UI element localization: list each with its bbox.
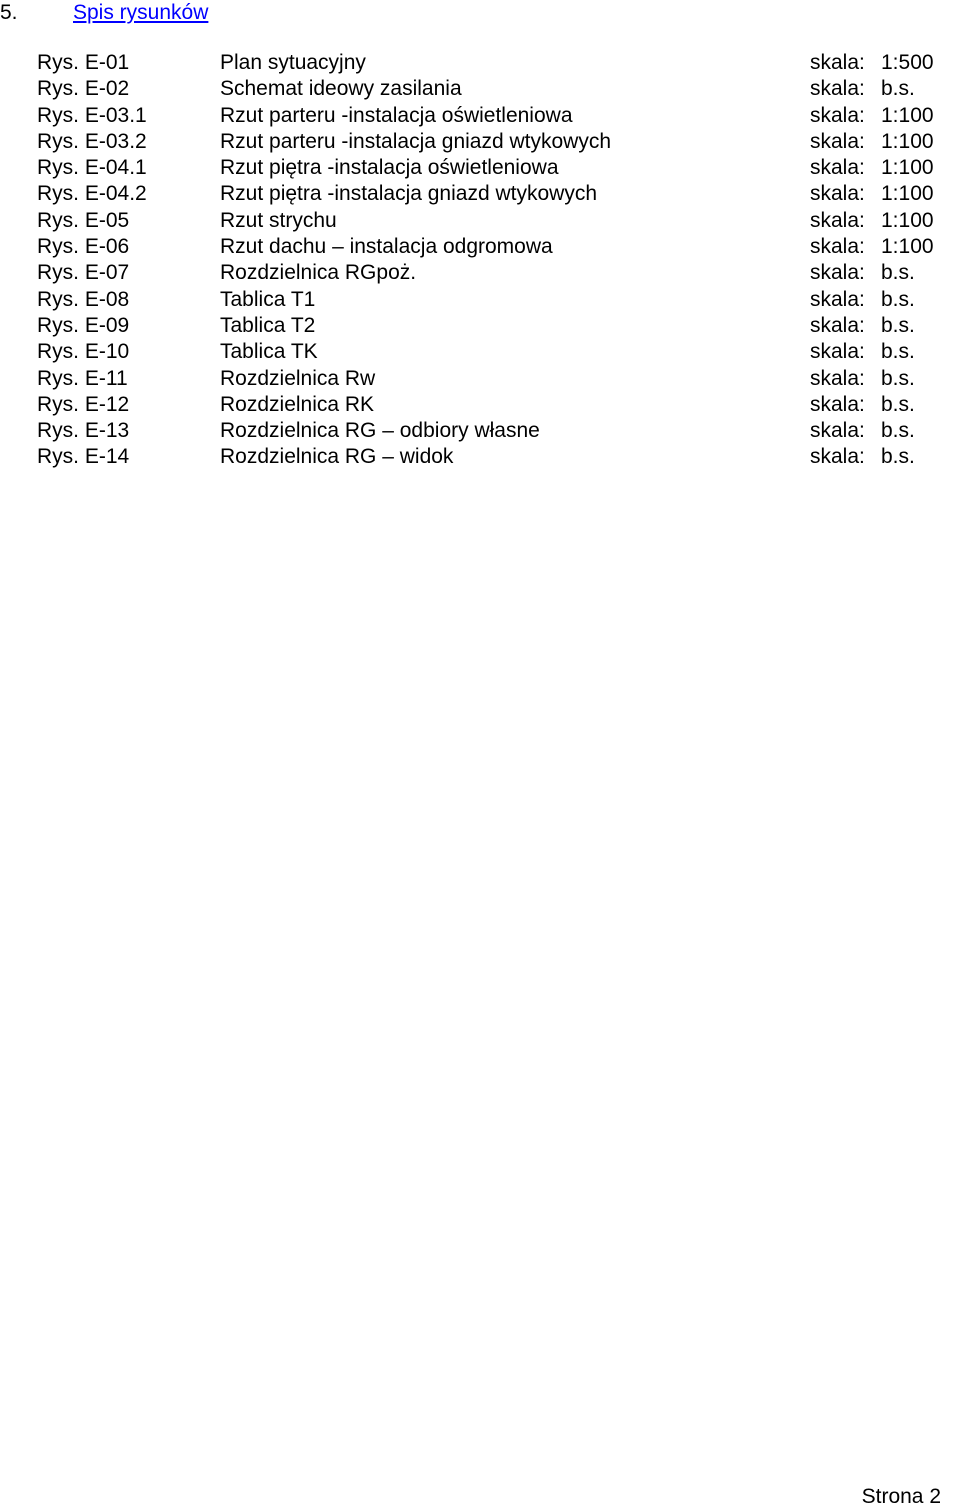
drawing-scale-value: 1:100 [881,156,934,180]
drawing-scale-value: 1:100 [881,103,934,127]
section-title-link[interactable]: Spis rysunków [73,1,209,24]
drawing-ref: Rys. E-03.1 [37,103,147,127]
drawing-scale-label: skala: [810,313,865,337]
drawing-description: Rozdzielnica RG – widok [220,445,454,469]
drawing-description: Rzut piętra -instalacja oświetleniowa [220,156,559,180]
drawing-row [0,208,960,234]
drawing-scale-label: skala: [810,340,865,364]
drawing-ref: Rys. E-09 [37,313,130,337]
drawing-description: Rzut parteru -instalacja oświetleniowa [220,103,573,127]
drawing-description: Plan sytuacyjny [220,51,366,74]
drawing-scale-value: 1:500 [881,51,934,74]
drawing-description: Rzut strychu [220,208,337,232]
drawing-ref: Rys. E-04.1 [37,156,147,180]
drawing-ref: Rys. E-04.2 [37,182,147,206]
drawing-ref: Rys. E-01 [37,51,130,74]
drawing-row [0,418,960,444]
drawing-ref: Rys. E-07 [37,261,130,285]
drawing-row [0,444,960,470]
drawing-description: Tablica T2 [220,313,316,337]
drawing-ref: Rys. E-02 [37,77,130,101]
drawing-row [0,392,960,418]
drawing-ref: Rys. E-10 [37,340,130,364]
drawing-scale-label: skala: [810,235,865,259]
drawing-scale-label: skala: [810,156,865,180]
drawing-scale-value: 1:100 [881,208,934,232]
drawing-ref: Rys. E-11 [37,366,128,390]
drawing-row [0,129,960,155]
drawing-ref: Rys. E-06 [37,235,130,259]
drawing-scale-label: skala: [810,261,865,285]
drawing-ref: Rys. E-14 [37,445,130,469]
drawing-scale-value: b.s. [881,287,915,311]
drawing-scale-label: skala: [810,51,865,74]
drawing-row [0,50,960,76]
drawing-scale-label: skala: [810,392,865,416]
drawing-scale-label: skala: [810,419,865,443]
drawing-scale-value: b.s. [881,366,915,390]
drawing-description: Rzut parteru -instalacja gniazd wtykowych [220,129,612,153]
drawing-list [0,50,960,471]
drawing-description: Rozdzielnica RK [220,392,375,416]
drawing-scale-label: skala: [810,208,865,232]
drawing-scale-value: b.s. [881,340,915,364]
drawing-scale-value: b.s. [881,445,915,469]
drawing-ref: Rys. E-08 [37,287,130,311]
drawing-row [0,260,960,286]
drawing-scale-label: skala: [810,103,865,127]
drawing-description: Rozdzielnica RG – odbiory własne [220,419,540,443]
drawing-description: Tablica TK [220,340,318,364]
drawing-row [0,103,960,129]
drawing-ref: Rys. E-05 [37,208,130,232]
page-number: Strona 2 [861,1485,941,1508]
drawing-scale-value: 1:100 [881,129,934,153]
drawing-scale-label: skala: [810,129,865,153]
drawing-row [0,313,960,339]
drawing-description: Rzut piętra -instalacja gniazd wtykowych [220,182,597,206]
drawing-description: Schemat ideowy zasilania [220,77,462,101]
drawing-scale-value: b.s. [881,419,915,443]
drawing-scale-value: b.s. [881,392,915,416]
drawing-scale-value: 1:100 [881,182,934,206]
drawing-ref: Rys. E-13 [37,419,130,443]
drawing-description: Rozdzielnica Rw [220,366,376,390]
drawing-ref: Rys. E-12 [37,392,130,416]
drawing-scale-label: skala: [810,182,865,206]
drawing-ref: Rys. E-03.2 [37,129,147,153]
drawing-scale-value: 1:100 [881,235,934,259]
drawing-description: Rozdzielnica RGpoż. [220,261,417,285]
drawing-scale-value: b.s. [881,313,915,337]
drawing-description: Tablica T1 [220,287,316,311]
drawing-description: Rzut dachu – instalacja odgromowa [220,235,553,259]
drawing-scale-label: skala: [810,287,865,311]
drawing-scale-label: skala: [810,366,865,390]
drawing-row [0,339,960,365]
section-number: 5. [0,1,18,24]
drawing-row [0,76,960,102]
drawing-row [0,287,960,313]
drawing-row [0,234,960,260]
drawing-scale-value: b.s. [881,77,915,101]
drawing-row [0,181,960,207]
drawing-scale-label: skala: [810,77,865,101]
drawing-row [0,155,960,181]
drawing-row [0,366,960,392]
drawing-scale-label: skala: [810,445,865,469]
drawing-scale-value: b.s. [881,261,915,285]
